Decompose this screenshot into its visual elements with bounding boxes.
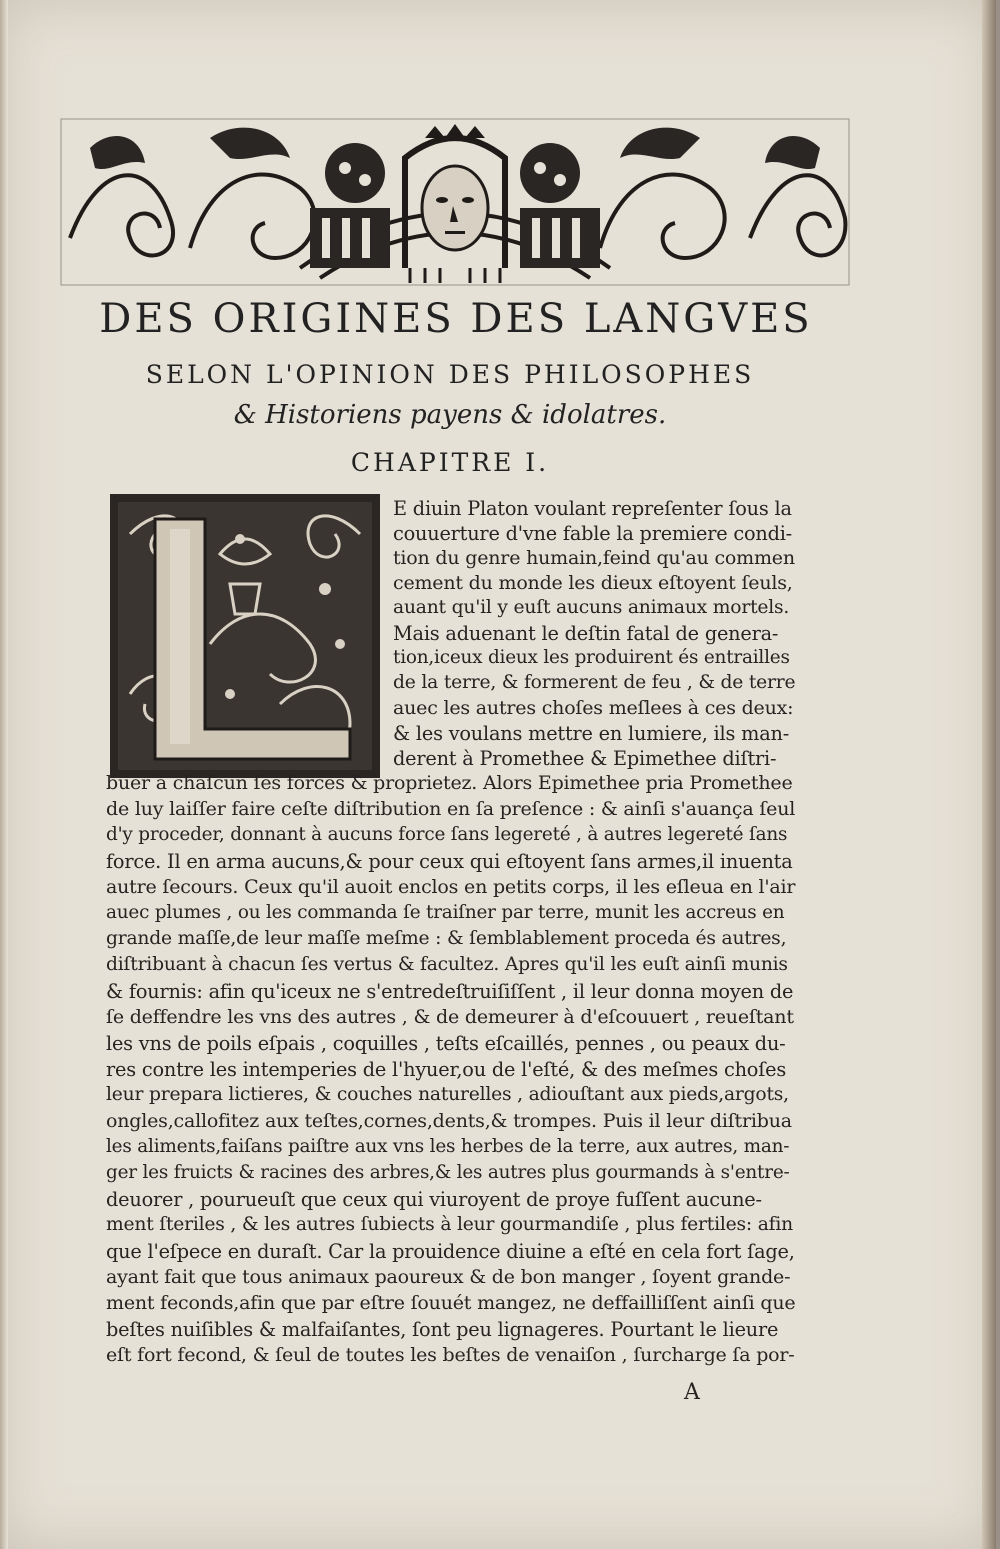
chapter-heading: CHAPITRE I. bbox=[350, 448, 550, 477]
body-line-30: que l'eſpece en duraſt. Car la prouidence diuine a eſté en cela fort ſage, bbox=[106, 1240, 795, 1263]
woodcut-headpiece bbox=[60, 118, 850, 286]
body-line-1: E diuin Platon voulant repreſenter ſous la bbox=[393, 497, 792, 520]
body-line-32: ment feconds,afin que par eſtre ſouuét mangez, ne deffailliſſent ainſi que bbox=[106, 1292, 796, 1314]
signature-mark: A bbox=[684, 1380, 700, 1405]
body-line-24: leur prepara lictieres, & couches naturelles , adiouſtant aux pieds,argots, bbox=[106, 1084, 789, 1105]
body-line-2: couuerture d'vne fable la premiere condi- bbox=[393, 522, 792, 545]
body-line-26: les aliments,faiſans paiſtre aux vns les herbes de la terre, aux autres, man- bbox=[106, 1136, 790, 1157]
body-line-22: les vns de poils eſpais , coquilles , teſts eſcaillés, pennes , ou peaux du- bbox=[106, 1032, 786, 1055]
body-line-21: ſe deffendre les vns des autres , & de demeurer à d'eſcouuert , reueſtant bbox=[106, 1006, 794, 1028]
body-line-15: force. Il en arma aucuns,& pour ceux qui eſtoyent ſans armes,il inuenta bbox=[106, 850, 793, 873]
body-line-17: auec plumes , ou les commanda ſe traiſner par terre, munit les accreus en bbox=[106, 902, 785, 923]
page-right-edge bbox=[982, 0, 996, 1549]
body-line-27: ger les fruicts & racines des arbres,& les autres plus gourmands à s'entre- bbox=[106, 1162, 790, 1183]
body-line-20: & fournis: afin qu'iceux ne s'entredeſtruiſiſſent , il leur donna moyen de bbox=[106, 980, 794, 1003]
body-line-34: eſt fort fecond, & ſeul de toutes les beſtes de venaiſon , ſurcharge ſa por- bbox=[106, 1344, 795, 1366]
body-line-28: deuorer , pourueuſt que ceux qui viuroyent de proye fuſſent aucune- bbox=[106, 1188, 762, 1211]
body-line-8: de la terre, & formerent de feu , & de terre bbox=[393, 672, 796, 693]
chapter-main-title: DES ORIGINES DES LANGVES bbox=[99, 296, 813, 342]
body-line-3: tion du genre humain,feind qu'au commen bbox=[393, 547, 795, 569]
body-line-18: grande maſſe,de leur maſſe meſme : & ſemblablement proceda és autres, bbox=[106, 928, 787, 949]
body-line-9: auec les autres choſes meſlees à ces deux: bbox=[393, 697, 794, 719]
body-line-5: auant qu'il y euſt aucuns animaux mortels. bbox=[393, 597, 790, 618]
body-line-25: ongles,callofitez aux teſtes,cornes,dents,& trompes. Puis il leur diſtribua bbox=[106, 1110, 792, 1132]
body-line-11: derent à Promethee & Epimethee diſtri- bbox=[393, 747, 777, 770]
body-line-19: diſtribuant à chacun ſes vertus & facultez. Apres qu'il les euſt ainſi munis bbox=[106, 954, 788, 975]
body-line-14: d'y proceder, donnant à aucuns force ſans legereté , à autres legereté ſans bbox=[106, 824, 788, 845]
decorated-initial-letter bbox=[110, 494, 380, 778]
body-line-16: autre ſecours. Ceux qu'il auoit enclos en petits corps, il les eſleua en l'air bbox=[106, 876, 796, 898]
body-line-29: ment ſteriles , & les autres ſubiects à leur gourmandiſe , plus fertiles: afin bbox=[106, 1214, 793, 1235]
body-line-7: tion,iceux dieux les produirent és entrailles bbox=[393, 647, 790, 668]
body-line-23: res contre les intemperies de l'hyuer,ou de l'eſté, & des meſmes choſes bbox=[106, 1058, 787, 1081]
body-line-12: buer à chaſcun ſes forces & proprietez. Alors Epimethee pria Promethee bbox=[106, 772, 793, 794]
body-line-13: de luy laiſſer faire ceſte diſtribution en ſa preſence : & ainſi s'auança ſeul bbox=[106, 798, 796, 820]
page-left-edge bbox=[0, 0, 8, 1549]
subtitle-line-2: & Historiens payens & idolatres. bbox=[233, 400, 667, 430]
body-line-33: beſtes nuiſibles & malfaiſantes, ſont peu lignageres. Pourtant le lieure bbox=[106, 1318, 779, 1341]
body-line-10: & les voulans mettre en lumiere, ils man- bbox=[393, 722, 790, 745]
body-line-6: Mais aduenant le deſtin fatal de genera- bbox=[393, 622, 779, 645]
body-line-31: ayant fait que tous animaux paoureux & de bon manger , ſoyent grande- bbox=[106, 1266, 791, 1288]
subtitle-line-1: SELON L'OPINION DES PHILOSOPHES bbox=[145, 360, 755, 389]
body-line-4: cement du monde les dieux eſtoyent ſeuls, bbox=[393, 572, 793, 594]
